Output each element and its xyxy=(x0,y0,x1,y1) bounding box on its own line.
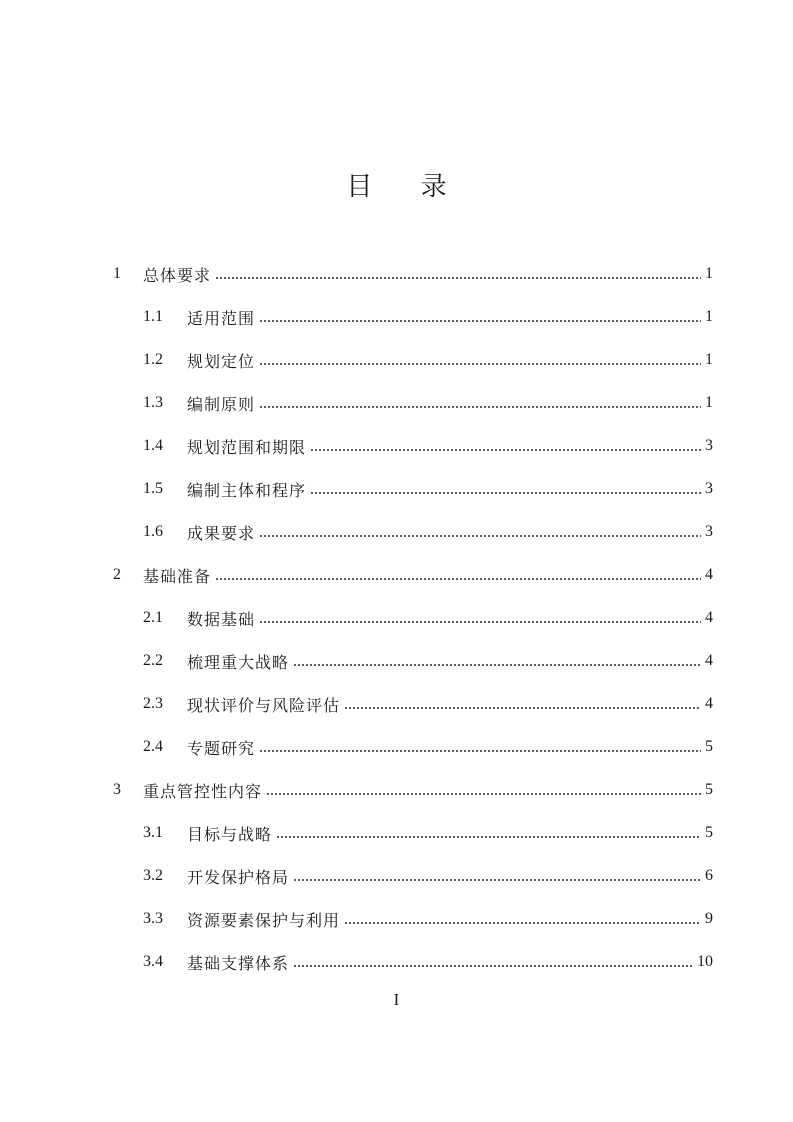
toc-entry-label: 重点管控性内容 xyxy=(143,781,263,801)
toc-entry-label: 成果要求 xyxy=(187,523,256,543)
toc-entry[interactable] xyxy=(113,559,713,591)
leader-dots xyxy=(276,827,701,843)
toc-entry[interactable] xyxy=(143,688,713,720)
toc-entry-number: 1.3 xyxy=(143,394,163,411)
toc-entry[interactable] xyxy=(143,301,713,333)
toc-entry-number: 2 xyxy=(113,566,121,583)
leader-dots xyxy=(344,913,701,929)
toc-entry-number: 3.4 xyxy=(143,953,163,970)
toc-entry-label: 基础准备 xyxy=(143,566,212,586)
toc-entry-page: 10 xyxy=(697,953,713,970)
toc-entry-page: 4 xyxy=(705,695,713,712)
toc-entry-page: 3 xyxy=(705,480,713,497)
leader-dots xyxy=(259,397,701,413)
toc-entry-number: 1.2 xyxy=(143,351,163,368)
toc-entry-number: 1 xyxy=(113,265,121,282)
toc-entry[interactable] xyxy=(143,860,713,892)
leader-dots xyxy=(259,741,701,757)
toc-entry-page: 6 xyxy=(705,867,713,884)
toc-entry[interactable] xyxy=(113,774,713,806)
toc-entry-label: 数据基础 xyxy=(187,609,256,629)
toc-entry-page: 3 xyxy=(705,523,713,540)
toc-entry[interactable] xyxy=(113,258,713,290)
leader-dots xyxy=(293,956,693,972)
toc-entry[interactable] xyxy=(143,817,713,849)
leader-dots xyxy=(266,784,701,800)
toc-entry-page: 1 xyxy=(705,308,713,325)
toc-entry[interactable] xyxy=(143,473,713,505)
toc-entry-label: 适用范围 xyxy=(187,308,256,328)
toc-entry-label: 规划范围和期限 xyxy=(187,437,307,457)
toc-entry-label: 专题研究 xyxy=(187,738,256,758)
toc-entry-number: 2.1 xyxy=(143,609,163,626)
leader-dots xyxy=(259,311,701,327)
leader-dots xyxy=(293,655,701,671)
toc-entry-page: 5 xyxy=(705,738,713,755)
toc-entry[interactable] xyxy=(143,516,713,548)
leader-dots xyxy=(259,612,701,628)
toc-entry-page: 1 xyxy=(705,265,713,282)
toc-entry-number: 3 xyxy=(113,781,121,798)
page-number: I xyxy=(393,990,400,1009)
leader-dots xyxy=(310,483,701,499)
page-title: 目 录 xyxy=(346,172,467,202)
toc-entry-page: 5 xyxy=(705,824,713,841)
toc-entry-page: 4 xyxy=(705,652,713,669)
toc-entry-number: 1.4 xyxy=(143,437,163,454)
leader-dots xyxy=(215,569,701,585)
toc-entry-label: 梳理重大战略 xyxy=(187,652,290,672)
toc-entry-number: 2.4 xyxy=(143,738,163,755)
toc-entry-page: 3 xyxy=(705,437,713,454)
leader-dots xyxy=(215,268,701,284)
toc-entry-number: 1.6 xyxy=(143,523,163,540)
toc-entry-label: 规划定位 xyxy=(187,351,256,371)
toc-entry-number: 1.1 xyxy=(143,308,163,325)
toc-entry-number: 2.2 xyxy=(143,652,163,669)
leader-dots xyxy=(293,870,701,886)
toc-entry-page: 1 xyxy=(705,394,713,411)
toc-entry-label: 目标与战略 xyxy=(187,824,273,844)
toc-entry-page: 5 xyxy=(705,781,713,798)
toc-entry-number: 3.3 xyxy=(143,910,163,927)
toc-entry[interactable] xyxy=(143,344,713,376)
toc-entry[interactable] xyxy=(143,645,713,677)
toc-entry[interactable] xyxy=(143,903,713,935)
toc-entry-page: 4 xyxy=(705,566,713,583)
toc-entry-number: 3.1 xyxy=(143,824,163,841)
toc-entry-label: 资源要素保护与利用 xyxy=(187,910,341,930)
toc-entry-label: 基础支撑体系 xyxy=(187,953,290,973)
toc-entry[interactable] xyxy=(143,946,713,978)
toc-entry[interactable] xyxy=(143,387,713,419)
toc-entry[interactable] xyxy=(143,731,713,763)
toc-entry-number: 2.3 xyxy=(143,695,163,712)
leader-dots xyxy=(310,440,701,456)
toc-entry-number: 1.5 xyxy=(143,480,163,497)
toc-entry-number: 3.2 xyxy=(143,867,163,884)
toc-entry-label: 总体要求 xyxy=(143,265,212,285)
toc-entry-label: 开发保护格局 xyxy=(187,867,290,887)
toc-entry-label: 编制主体和程序 xyxy=(187,480,307,500)
toc-entry[interactable] xyxy=(143,430,713,462)
leader-dots xyxy=(259,526,701,542)
toc-entry-label: 编制原则 xyxy=(187,394,256,414)
toc-entry[interactable] xyxy=(143,602,713,634)
leader-dots xyxy=(259,354,701,370)
toc-entry-page: 1 xyxy=(705,351,713,368)
toc-entry-label: 现状评价与风险评估 xyxy=(187,695,341,715)
toc-entry-page: 4 xyxy=(705,609,713,626)
leader-dots xyxy=(344,698,701,714)
toc-entry-page: 9 xyxy=(705,910,713,927)
